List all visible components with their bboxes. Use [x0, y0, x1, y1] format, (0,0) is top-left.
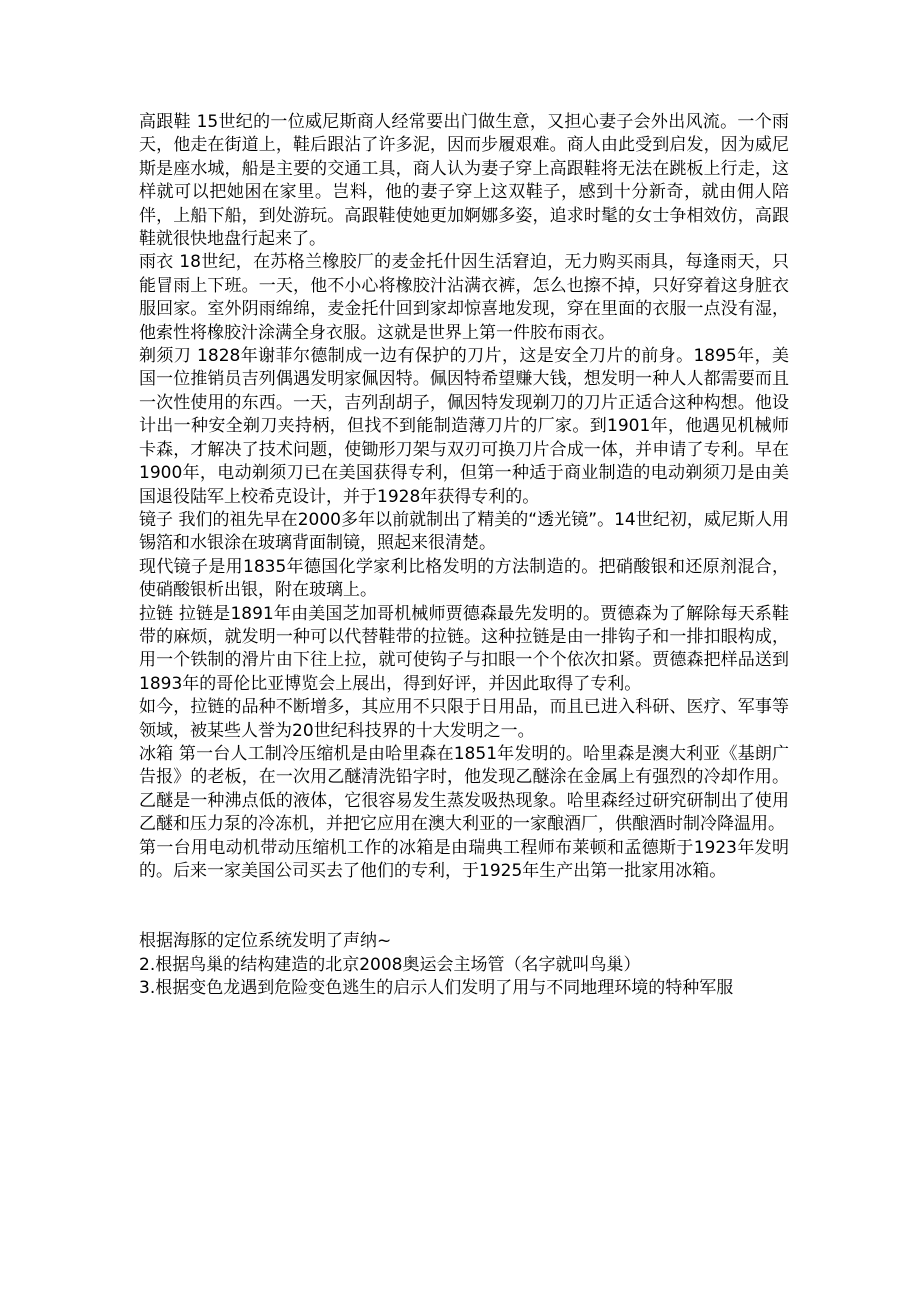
paragraph-raincoat: 雨衣 18世纪，在苏格兰橡胶厂的麦金托什因生活窘迫，无力购买雨具，每逢雨天，只能冒雨上下班。一天，他不小心将橡胶汁沾满衣裤，怎么也擦不掉，只好穿着这身脏衣服回家。室外阴雨绵绵，麦金托什回到家却惊喜地发现，穿在里面的衣服一点没有湿，他索性将橡胶汁涂满全身衣服。这就是世界上第一件胶布雨衣。 [139, 252, 789, 343]
list-item: 2.根据鸟巢的结构建造的北京2008奥运会主场管（名字就叫鸟巢） [139, 954, 641, 975]
blank-space [139, 883, 789, 930]
paragraph-zipper: 拉链 拉链是1891年由美国芝加哥机械师贾德森最先发明的。贾德森为了解除每天系鞋带的麻烦，就发明一种可以代替鞋带的拉链。这种拉链是由一排钩子和一排扣眼构成，用一个铁制的滑片由下往上拉，就可使钩子与扣眼一个个依次扣紧。贾德森把样品送到1893年的哥伦比亚博览会上展出，得到好评，并因此取得了专利。 [139, 603, 789, 694]
paragraph-electric-refrigerator: 第一台用电动机带动压缩机工作的冰箱是由瑞典工程师布莱顿和孟德斯于1923年发明的。后来一家美国公司买去了他们的专利，于1925年生产出第一批家用冰箱。 [139, 837, 789, 881]
list-item: 根据海豚的定位系统发明了声纳~ [139, 931, 392, 952]
paragraph-razor: 剃须刀 1828年谢菲尔德制成一边有保护的刀片，这是安全刀片的前身。1895年，美国一位推销员吉列偶遇发明家佩因特。佩因特希望赚大钱，想发明一种人人都需要而且一次性使用的东西。一天，吉列刮胡子，佩因特发现剃刀的刀片正适合这种构想。他设计出一种安全剃刀夹持柄，但找不到能制造薄刀片的厂家。到1901年，他遇见机械师卡森，才解决了技术问题，使锄形刀架与双刃可换刀片合成一体，并申请了专利。早在1900年，电动剃须刀已在美国获得专利，但第一种适于商业制造的电动剃须刀是由美国退役陆军上校希克设计，并于1928年获得专利的。 [139, 346, 789, 507]
paragraph-zipper-today: 如今，拉链的品种不断增多，其应用不只限于日用品，而且已进入科研、医疗、军事等领域，被某些人誉为20世纪科技界的十大发明之一。 [139, 697, 789, 741]
list-item: 3.根据变色龙遇到危险变色逃生的启示人们发明了用与不同地理环境的特种军服 [139, 978, 734, 999]
paragraph-modern-mirror: 现代镜子是用1835年德国化学家利比格发明的方法制造的。把硝酸银和还原剂混合，使硝酸银析出银，附在玻璃上。 [139, 556, 789, 601]
paragraph-high-heels: 高跟鞋 15世纪的一位威尼斯商人经常要出门做生意，又担心妻子会外出风流。一个雨天，他走在街道上，鞋后跟沾了许多泥，因而步履艰难。商人由此受到启发，因为威尼斯是座水城，船是主要的交通工具，商人认为妻子穿上高跟鞋将无法在跳板上行走，这样就可以把她困在家里。岂料，他的妻子穿上这双鞋子，感到十分新奇，就由佣人陪伴，上船下船，到处游玩。高跟鞋使她更加婀娜多姿，追求时髦的女士争相效仿，高跟鞋就很快地盘行起来了。 [139, 112, 789, 250]
document-body [139, 111, 789, 1001]
paragraph-refrigerator: 冰箱 第一台人工制冷压缩机是由哈里森在1851年发明的。哈里森是澳大利亚《基朗广告报》的老板，在一次用乙醚清洗铅字时，他发现乙醚涂在金属上有强烈的冷却作用。乙醚是一种沸点低的液体，它很容易发生蒸发吸热现象。哈里森经过研究研制出了使用乙醚和压力泵的冷冻机，并把它应用在澳大利亚的一家酿酒厂，供酿酒时制冷降温用。 [139, 743, 789, 835]
paragraph-mirror: 镜子 我们的祖先早在2000多年以前就制出了精美的“透光镜”。14世纪初，威尼斯人用锡箔和水银涂在玻璃背面制镜，照起来很清楚。 [139, 509, 789, 554]
